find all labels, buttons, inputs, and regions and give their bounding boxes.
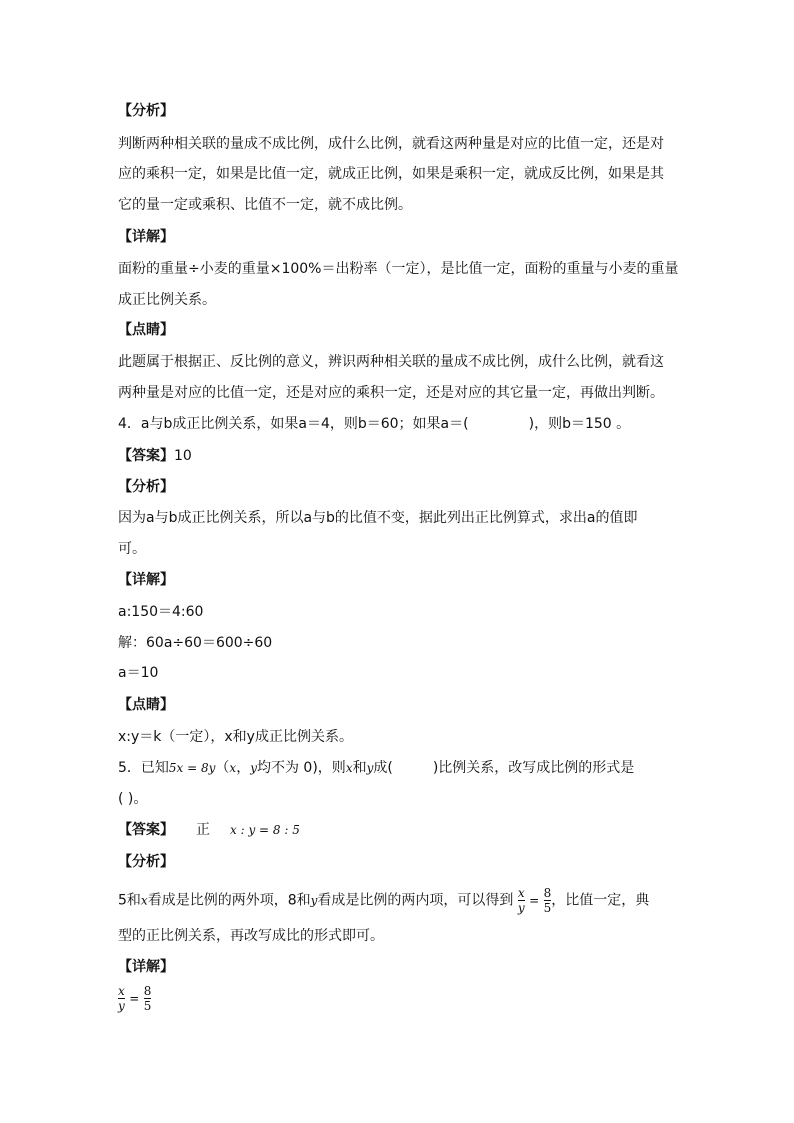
q5-end-text: )比例关系，改写成比例的形式是 [432,760,635,776]
q5-analysis-line-2: 型的正比例关系，再改写成比的形式即可。 [118,928,384,944]
q4-analysis-line-2: 可。 [118,541,146,557]
q5-analysis-text-b: 看成是比例的两外项，8和 [147,892,311,909]
q5-analysis-text-a: 5和 [118,892,141,909]
q5-and: 和 [352,760,367,776]
q3-analysis-line-3: 它的量一定或乘积、比值不一定，就不成比例。 [118,197,412,213]
q3-point-line-2: 两种量是对应的比值一定，还是对应的乘积一定，还是对应的其它量一定，再做出判断。 [118,385,664,401]
equals-sign: = [129,991,140,1006]
q3-analysis-line-1: 判断两种相关联的量成不成比例，成什么比例，就看这两种量是对应的比值一定，还是对 [118,136,664,152]
q5-paren: （ [215,760,230,776]
q5-answer-heading: 【答案】 [118,822,174,838]
q5-answer-2: x : y = 8 : 5 [230,823,300,837]
fraction-denominator: y [118,999,125,1013]
fraction-denominator: y [517,901,525,915]
q4-point-line-1: x:y＝k（一定），x和y成正比例关系。 [118,729,353,745]
q3-analysis-line-2: 应的乘积一定，如果是比值一定，就成正比例，如果是乘积一定，就成反比例，如果是其 [118,166,664,182]
q4-answer-value: 10 [174,448,192,464]
q4-detail-line-1: a:150＝4:60 [118,604,204,620]
fraction-numerator: x [118,984,125,998]
q5-analysis-fraction-xy [518,886,525,915]
q4-question [118,414,630,434]
q4-point-heading: 【点睛】 [118,697,174,713]
q5-question-line-1 [118,758,634,778]
q5-analysis-text-d: ，比值一定，典 [551,892,650,909]
q3-detail-line-2: 成正比例关系。 [118,292,216,308]
q3-point-heading: 【点睛】 [118,322,174,338]
fraction-numerator: 8 [143,984,152,998]
q5-mid-text: 均不为 0)，则 [256,760,346,776]
q4-detail-heading: 【详解】 [118,572,174,588]
q5-var-x: x [229,761,237,775]
q3-detail-heading: 【详解】 [118,229,174,245]
fraction-denominator: 5 [143,999,152,1013]
q4-analysis-line-1: 因为a与b成正比例关系，所以a与b的比值不变，据此列出正比例算式，求出a的值即 [118,510,638,526]
q4-answer-heading: 【答案】 [118,448,174,464]
q5-detail-heading: 【详解】 [118,959,174,975]
q5-analysis-fraction-85 [544,886,552,915]
q5-prefix: 5．已知 [118,760,169,776]
q5-detail-line-1 [118,984,151,1013]
q3-point-line-1: 此题属于根据正、反比例的意义，辨识两种相关联的量成不成比例，成什么比例，就看这 [118,354,664,370]
fraction-numerator: 8 [543,886,552,900]
q5-detail-fraction-xy [118,984,125,1013]
q5-comma: ， [236,760,251,776]
fraction-numerator: x [517,886,525,900]
q5-analysis-var-y: y [310,893,318,908]
q5-detail-fraction-85 [144,984,152,1013]
q4-detail-line-2: 解：60a÷60＝600÷60 [118,635,273,651]
q4-question-text-b: )，则b＝150 。 [528,416,631,432]
q5-analysis-text-c: 看成是比例的两内项，可以得到 [317,892,514,909]
q5-equation: 5x = 8y [168,761,216,775]
q5-analysis-heading: 【分析】 [118,854,174,870]
q5-answer-1: 正 [196,822,210,838]
q5-var-y: y [250,761,257,775]
q4-detail-line-3: a＝10 [118,665,159,681]
q4-analysis-heading: 【分析】 [118,479,174,495]
q5-analysis-line-1 [118,886,649,915]
fraction-denominator: 5 [543,901,552,915]
q5-var-y-2: y [366,761,374,775]
q3-analysis-heading: 【分析】 [118,103,174,119]
q5-answer [118,820,300,840]
q3-detail-line-1: 面粉的重量÷小麦的重量×100%＝出粉率（一定），是比值一定，面粉的重量与小麦的重量 [118,261,679,277]
q5-analysis-var-x: x [140,893,148,908]
equals-sign: = [529,893,540,908]
q5-var-x-2: x [345,761,353,775]
q5-cheng: 成( [373,760,393,776]
q5-question-line-2: ( )。 [118,791,148,807]
q4-question-text-a: 4．a与b成正比例关系，如果a＝4，则b＝60；如果a＝( [118,416,469,432]
q4-answer [118,446,192,466]
